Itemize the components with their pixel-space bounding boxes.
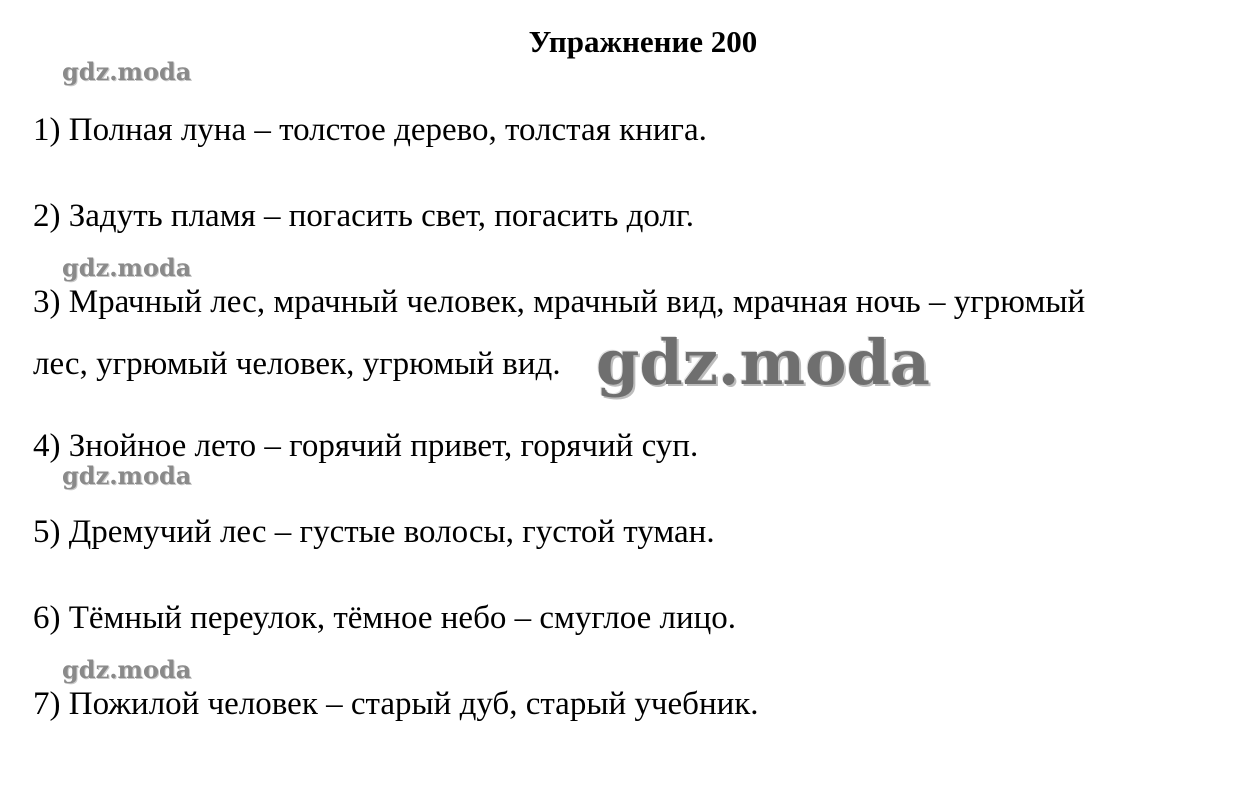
- watermark-logo: gdz.moda: [62, 461, 192, 490]
- watermark-logo: gdz.moda: [62, 655, 192, 684]
- answer-item-5: 5) Дремучий лес – густые волосы, густой туман.: [33, 514, 715, 550]
- watermark-logo-large: gdz.moda: [596, 326, 930, 399]
- answer-item-3: 3) Мрачный лес, мрачный человек, мрачный вид, мрачная ночь – угрюмый: [33, 284, 1086, 320]
- exercise-title: Упражнение 200: [528, 24, 758, 59]
- watermark-logo: gdz.moda: [62, 253, 192, 282]
- answer-item-3-continuation: лес, угрюмый человек, угрюмый вид.: [33, 346, 561, 382]
- watermark-logo: gdz.moda: [62, 57, 192, 86]
- answer-item-7: 7) Пожилой человек – старый дуб, старый учебник.: [33, 686, 759, 722]
- answer-item-2: 2) Задуть пламя – погасить свет, погасить долг.: [33, 198, 695, 234]
- answer-item-1: 1) Полная луна – толстое дерево, толстая книга.: [33, 112, 707, 148]
- answer-item-6: 6) Тёмный переулок, тёмное небо – смуглое лицо.: [33, 600, 737, 636]
- answer-item-4: 4) Знойное лето – горячий привет, горячий суп.: [33, 428, 699, 464]
